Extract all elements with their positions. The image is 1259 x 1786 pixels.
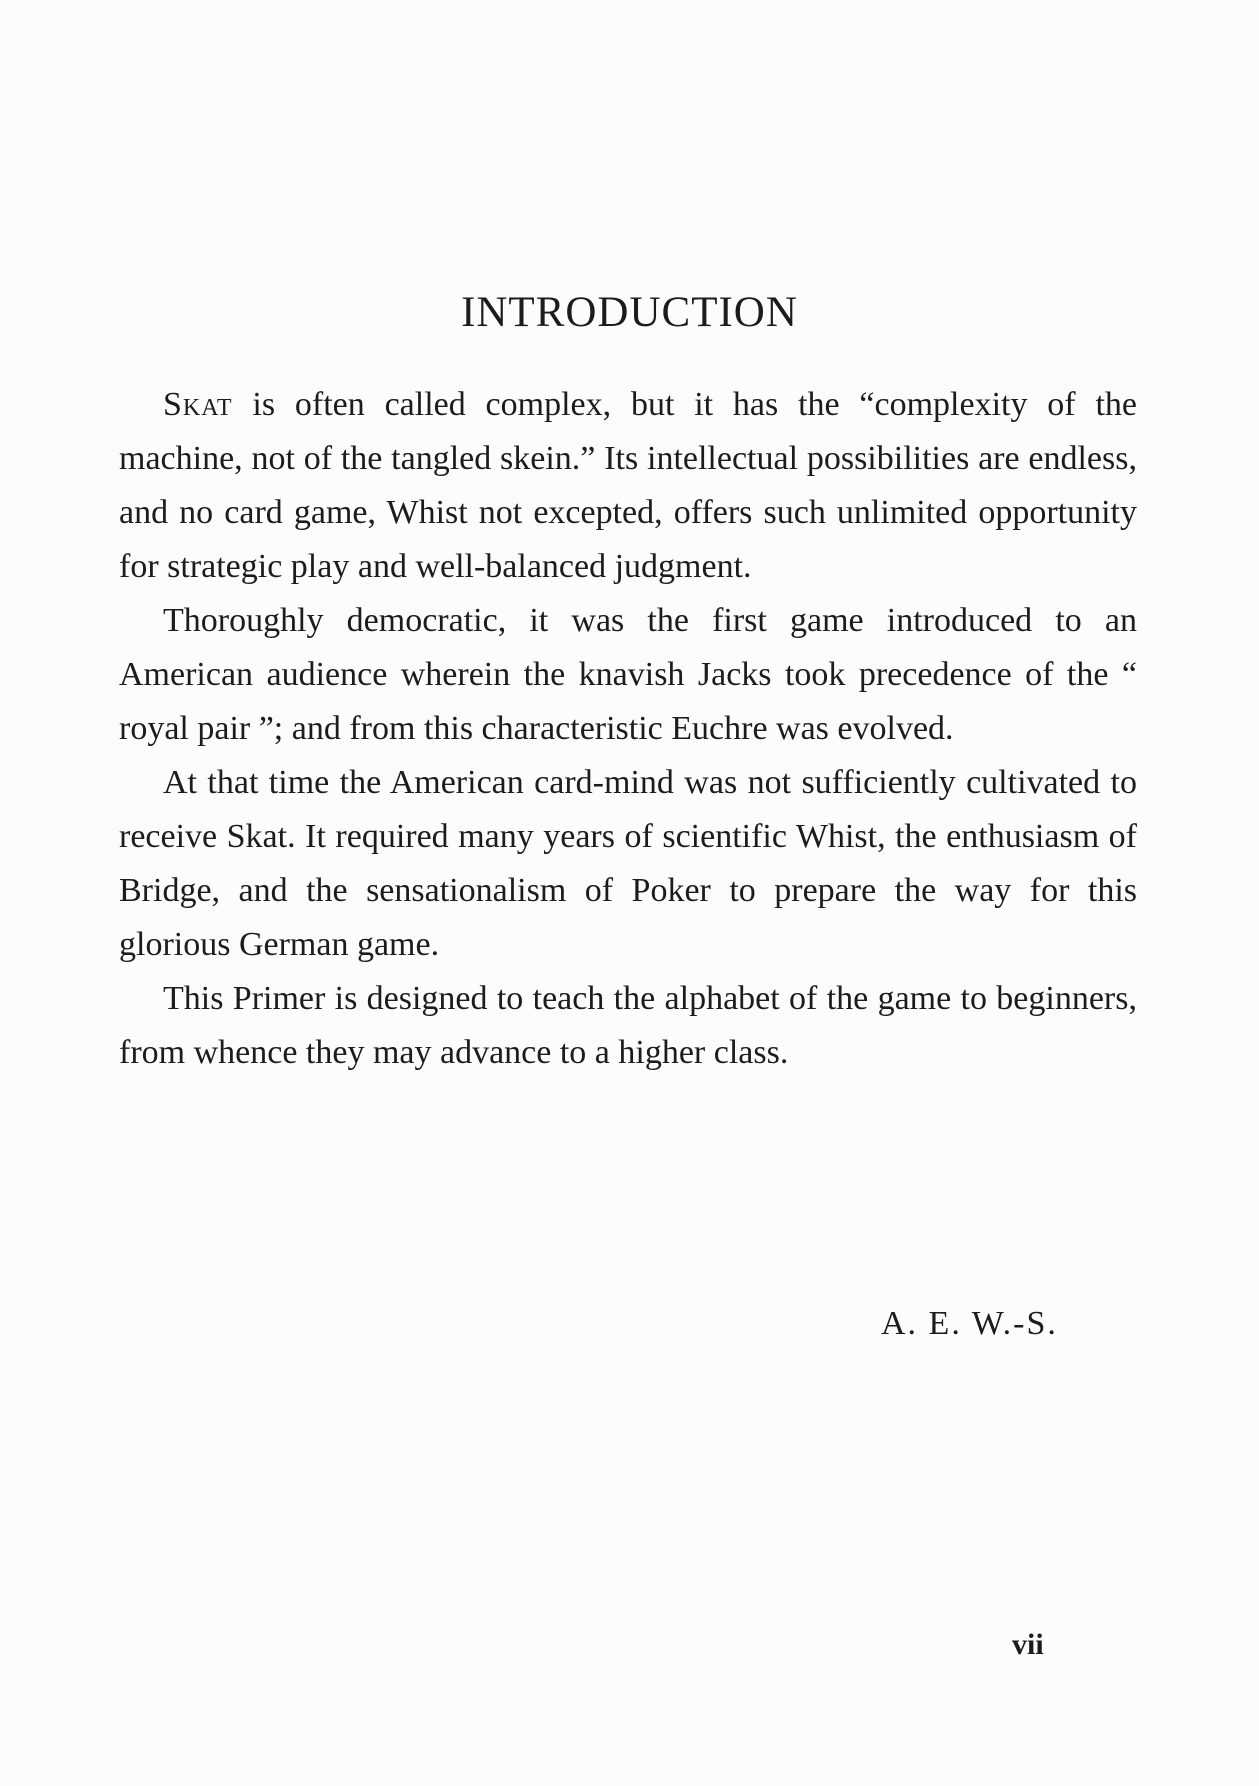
page-title: INTRODUCTION	[461, 289, 798, 336]
paragraph-4: This Primer is designed to teach the alphabet of the game to beginners, from whence they may advance to a higher class.	[119, 980, 1137, 1071]
paragraph-1-text: is often called complex, but it has the “complexity of the machine, not of the tangled skein.” Its intellectual possibilities are endless, and no card game, Whist not excepted, offers such unlimited opportunity for strategic play and well-balanced judgment.	[119, 386, 1137, 585]
page-number: vii	[1012, 1628, 1044, 1661]
author-signature: A. E. W.-S.	[881, 1305, 1058, 1342]
paragraph-1-lead-word: Skat	[163, 386, 233, 423]
introduction-body	[119, 378, 1137, 1080]
paragraph-1	[119, 378, 1137, 594]
paragraph-3: At that time the American card-mind was not sufficiently cultivated to receive Skat. It required many years of scientific Whist, the enthusiasm of Bridge, and the sensationalism of Poker to prepare the way for this glorious German game.	[119, 764, 1137, 963]
paragraph-2: Thoroughly democratic, it was the first game introduced to an American audience wherein the knavish Jacks took precedence of the “ royal pair ”; and from this characteristic Euchre was evolved.	[119, 602, 1137, 747]
